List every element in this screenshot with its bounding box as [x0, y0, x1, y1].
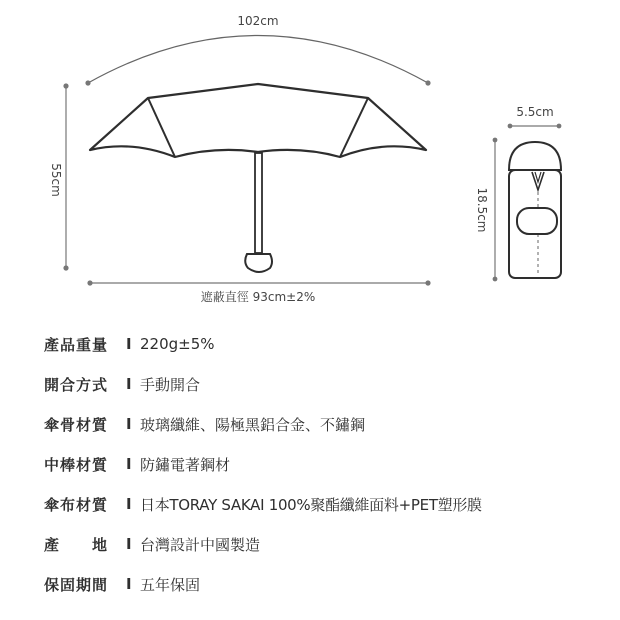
span-label: 遮蔽直徑 93cm±2% [200, 290, 316, 304]
width-arc-end-left [85, 80, 90, 85]
spec-row-origin [44, 532, 260, 556]
spec-separator: I [126, 415, 132, 433]
closed-length-end-top [493, 138, 498, 143]
width-arc-end-right [425, 80, 430, 85]
spec-label: 產品重量 [44, 335, 109, 354]
spec-value: 手動開合 [140, 375, 201, 394]
spec-value: 日本TORAY SAKAI 100%聚酯纖維面料+PET塑形膜 [140, 495, 482, 514]
spec-label: 保固期間 [44, 575, 109, 594]
spec-value: 玻璃纖維、陽極黑鋁合金、不鏽鋼 [140, 415, 366, 434]
spec-separator: I [126, 335, 132, 353]
closed-width-end-left [508, 124, 513, 129]
spec-value: 台灣設計中國製造 [140, 535, 261, 554]
spec-row-frame [44, 412, 365, 436]
closed-width-label: 5.5cm [516, 105, 554, 119]
height-dim-end-top [63, 83, 68, 88]
width-label: 102cm [237, 14, 279, 28]
spec-value: 防鏽電著鋼材 [140, 455, 231, 474]
spec-separator: I [126, 375, 132, 393]
spec-label: 傘布材質 [44, 495, 109, 514]
closed-strap [517, 208, 557, 234]
spec-label: 產 地 [44, 535, 109, 554]
spec-label: 開合方式 [44, 375, 109, 394]
canopy-outline [90, 84, 426, 157]
height-label: 55cm [49, 163, 63, 197]
spec-row-shaft [44, 452, 230, 476]
spec-separator: I [126, 495, 132, 513]
spec-value: 220g±5% [140, 335, 215, 353]
closed-length-end-bottom [493, 277, 498, 282]
umbrella-open [90, 84, 426, 272]
closed-width-end-right [557, 124, 562, 129]
width-arc [88, 36, 428, 84]
spec-separator: I [126, 575, 132, 593]
spec-label: 傘骨材質 [44, 415, 109, 434]
spec-row-opening [44, 372, 200, 396]
closed-cap [509, 142, 561, 170]
spec-row-warranty [44, 572, 200, 596]
spec-separator: I [126, 535, 132, 553]
spec-row-weight [44, 332, 215, 356]
height-dim-end-bottom [63, 265, 68, 270]
closed-length-label: 18.5cm [475, 187, 489, 233]
span-dim-end-right [425, 280, 430, 285]
spec-row-fabric [44, 492, 482, 516]
span-dim-end-left [87, 280, 92, 285]
umbrella-handle [245, 254, 272, 272]
spec-label: 中棒材質 [44, 455, 109, 474]
spec-separator: I [126, 455, 132, 473]
spec-value: 五年保固 [140, 575, 201, 594]
umbrella-shaft [255, 153, 262, 253]
umbrella-closed [509, 142, 561, 278]
